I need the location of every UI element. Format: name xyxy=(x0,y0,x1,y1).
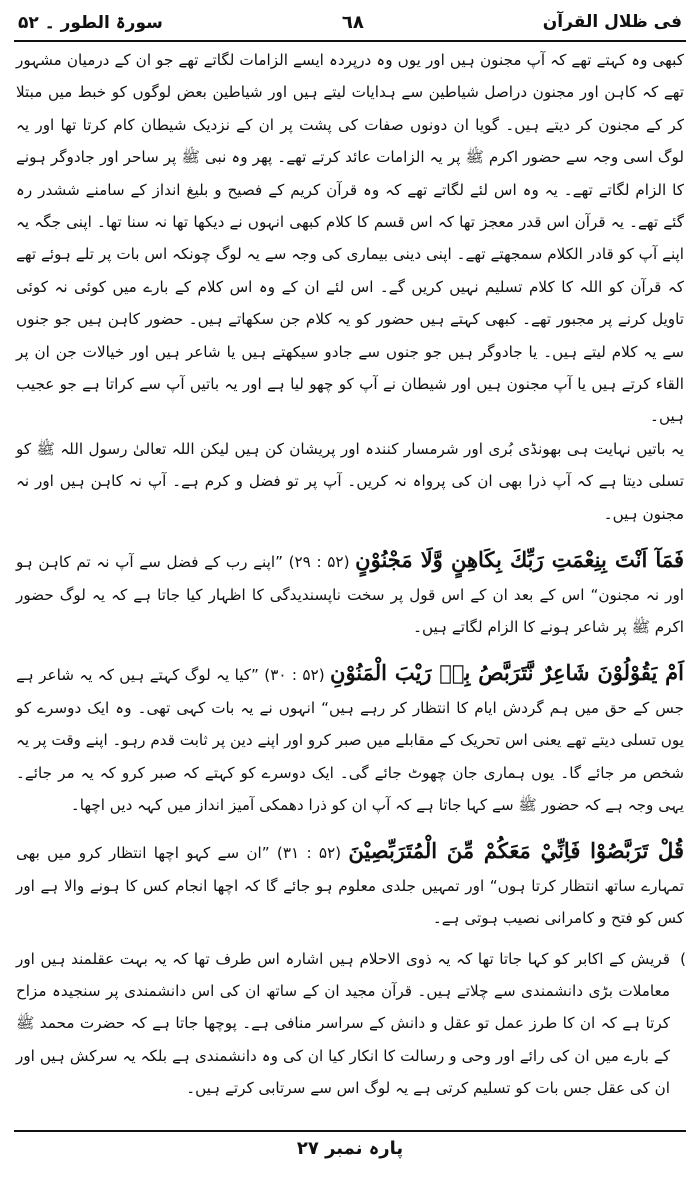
quran-verse-31: قُلْ تَرَبَّصُوْا فَاِنِّيْ مَعَكُمْ مِّنَ الْمُتَرَبِّصِيْنَ xyxy=(348,838,684,864)
verse-29-commentary: (۵۲ : ۲۹) ”اپنے رب کے فضل سے آپ نہ تم کاہن ہو اور نہ مجنون“ اس کے بعد ان کے اس قول پر سخت ناپسندیدگی کا اظہار کیا جاتا ہے کہ یہ لوگ حضور اکرم ﷺ پر شاعر ہونے کا الزام لگاتے ہیں۔ xyxy=(16,553,684,636)
book-title: فی ظلال القرآن xyxy=(542,12,682,32)
footer-rule xyxy=(14,1130,686,1132)
verse-block-1 xyxy=(16,544,684,643)
page-header xyxy=(14,8,686,36)
verse-30-commentary: (۵۲ : ۳۰) ”کیا یہ لوگ کہتے ہیں کہ یہ شاعر ہے جس کے حق میں ہم گردش ایام کا انتظار کر رہے ہیں“ انہوں نے یہ بات کہی تھی۔ وہ ایک دوسرے کو یوں تسلی دیتے تھے یعنی اس تحریک کے مقابلے میں صبر کرو اور اپنے دین پر ثابت قدم رہو۔ اپنے وقت پر یہ شخص مر جائے گا۔ یوں ہماری جان چھوٹ جائے گی۔ ایک دوسرے کو کہتے کہ صبر کرو کہ یہ مر جائے۔ یہی وجہ ہے کہ حضور ﷺ سے کہا جاتا ہے کہ آپ ان کو ذرا دھمکی آمیز انداز میں کہہ دیں اچھا۔ xyxy=(16,666,684,814)
footnote-marker: ) xyxy=(680,949,686,968)
para-label: پارہ نمبر ۲۷ xyxy=(296,1138,404,1159)
page-number: ٦٨ xyxy=(341,11,364,33)
verse-block-3 xyxy=(16,835,684,934)
spacer xyxy=(16,821,684,835)
paragraph-1: کبھی وہ کہتے تھے کہ آپ مجنون ہیں اور یوں وہ درپردہ ایسے الزامات لگاتے تھے جو ان کے درمیان مشہور تھے کہ کاہن اور مجنون دراصل شیاطین سے ہدایات لیتے ہیں اور شیاطین بعض لوگوں کو خبط میں مبتلا کر کے مجنون کر دیتے ہیں۔ گویا ان دونوں صفات کی پشت پر ان کے نزدیک شیطان کام کرتا تھا اور یہ لوگ اسی وجہ سے حضور اکرم ﷺ پر یہ الزامات عائد کرتے تھے۔ پھر وہ نبی ﷺ پر ساحر اور جادوگر ہونے کا الزام لگاتے تھے۔ یہ وہ اس لئے لگاتے تھے کہ وہ قرآن کریم کے فصیح و بلیغ انداز کے سامنے ششدر رہ گئے تھے۔ یہ قرآن اس قدر معجز تھا کہ اس قسم کا کلام کبھی انہوں نے دیکھا تھا نہ سنا تھا۔ اپنی جگہ یہ اپنے آپ کو قادر الکلام سمجھتے تھے۔ اپنی دینی بیماری کی وجہ سے یہ لوگ چونکہ اس بات پر تلے ہوئے تھے کہ قرآن کو اللہ کا کلام تسلیم نہیں کریں گے۔ اس لئے ان کے وہ اس کلام کے بارے میں کوئی نہ کوئی تاویل کرنے پر مجبور تھے۔ کبھی کہتے ہیں حضور کو یہ کلام جن سکھاتے ہیں۔ حضور کاہن ہیں جو جنوں سے یہ کلام لیتے ہیں۔ یا جادوگر ہیں جو جنوں سے جادو سیکھتے ہیں یا شاعر ہیں اور خیالات جن ان پر القاء کرتے ہیں یا آپ مجنون ہیں اور شیطان نے آپ کو چھو لیا ہے اور یہ باتیں آپ سے کراتا ہے جو عجیب ہیں۔ xyxy=(16,51,684,426)
verse-31-commentary: (۵۲ : ۳۱) ”ان سے کہو اچھا انتظار کرو میں بھی تمہارے ساتھ انتظار کرتا ہوں“ اور تمہیں جلدی معلوم ہو جائے گا کہ اچھا انجام کس کا ہونے والا ہے اور کس کو فتح و کامرانی نصیب ہوتی ہے۔ xyxy=(16,844,684,928)
quran-verse-30: اَمْ يَقُوْلُوْنَ شَاعِرٌ نَّتَرَبَّصُ بِهٖ رَيْبَ الْمَنُوْنِ xyxy=(330,660,684,686)
spacer xyxy=(16,530,684,544)
spacer xyxy=(16,643,684,657)
footnote-text: قریش کے اکابر کو کہا جاتا تھا کہ یہ ذوی الاحلام ہیں اشارہ اس طرف تھا کہ یہ بہت عقلمند ہیں اور معاملات بڑی دانشمندی سے چلاتے ہیں۔ قرآن مجید ان کے ساتھ ان کی اس دانشمندی پر سنجیدہ مزاح کرتا ہے کہ ان کا طرز عمل تو عقل و دانش کے سراسر منافی ہے۔ پوچھا جاتا ہے کہ حضرت محمد ﷺ کے بارے میں ان کی رائے اور وحی و رسالت کا انکار کیا ان کی وہ دانشمندی ہے بلکہ یہ سرکش ہیں اور ان کی عقل جس بات کو تسلیم کرتی ہے یہ لوگ اس سے سرتابی کرتے ہیں۔ xyxy=(16,949,670,1098)
footnote xyxy=(16,943,684,1105)
surah-label: سورۃ الطور ۔ ۵۲ xyxy=(18,12,163,33)
verse-block-2 xyxy=(16,657,684,821)
page-body xyxy=(14,42,686,1105)
paragraph-2: یہ باتیں نہایت ہی بھونڈی بُری اور شرمسار کنندہ اور پریشان کن ہیں لیکن اللہ تعالیٰ رسول اللہ ﷺ کو تسلی دیتا ہے کہ آپ ذرا بھی ان کی پرواہ نہ کریں۔ آپ پر تو فضل و کرم ہے۔ آپ نہ کاہن ہیں اور نہ مجنون ہیں۔ xyxy=(16,439,684,523)
quran-verse-29: فَمَآ اَنْتَ بِنِعْمَتِ رَبِّكَ بِكَاهِنٍ وَّلَا مَجْنُوْنٍ xyxy=(355,547,684,573)
